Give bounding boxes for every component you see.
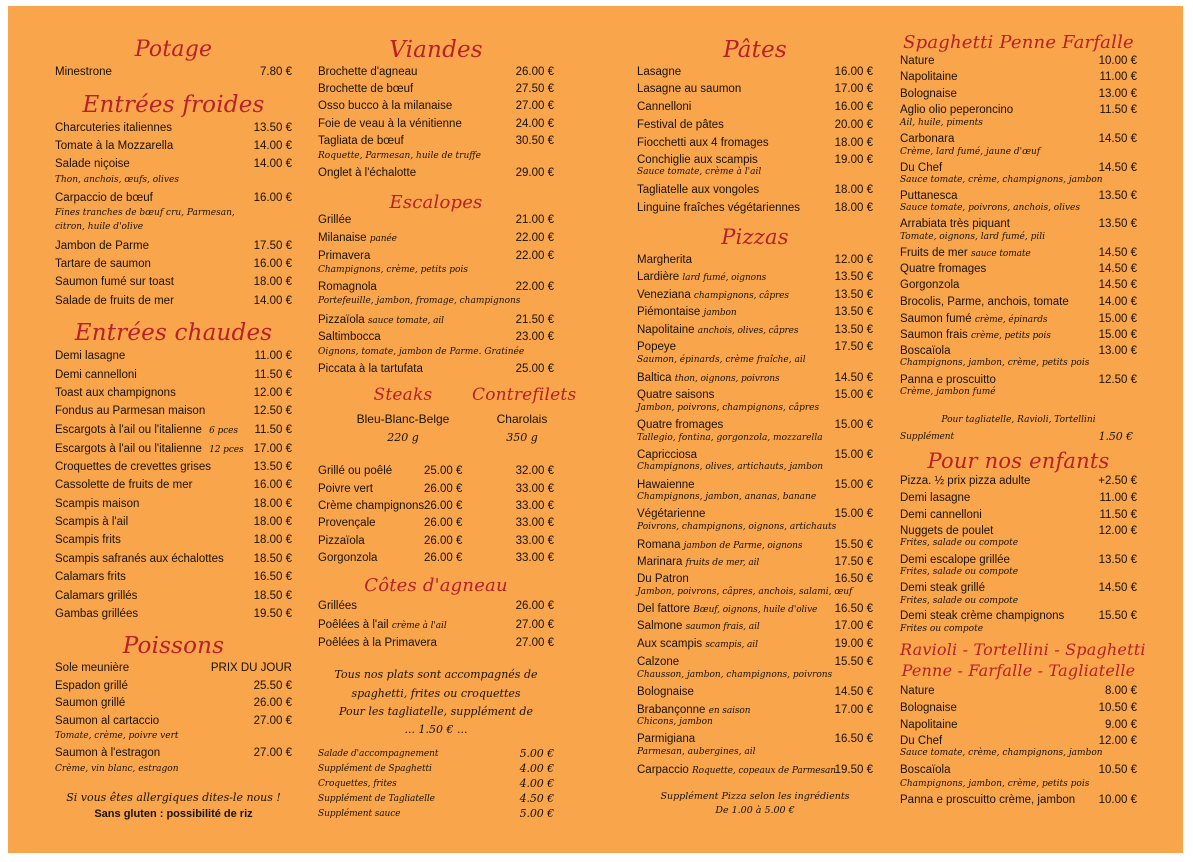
- item-description: Oignons, tomate, jambon de Parme. Gratinée: [318, 347, 525, 357]
- item-description: Jambon, poivrons, champignons, câpres: [637, 403, 820, 413]
- item-description: Thon, anchois, œufs, olives: [55, 175, 179, 185]
- pizza-supplement-note: Supplément Pizza selon les ingrédients: [660, 791, 850, 802]
- item-description: Frites, salade ou compote: [900, 567, 1019, 577]
- item-description: Champignons, jambon, ananas, banane: [637, 492, 817, 502]
- menu-column-1: Potage Minestrone 7.80 € Entrées froides Charcuteries italiennes 13.50 € Tomate à la Mozzarella 14.00 € Salade niçoise 14.00 € Thon, anchois, œufs, olives Carpaccio de bœuf 16.00 € Fines tranches de bœuf cru, Parmesan, citron, huile d'olive Jambon de Parme 17.50 € Tartare de saumon 16.00 € Saumon fumé sur toast 18.00 € Salade de fruits de mer 14.00 € Entrées chaudes Demi lasagne 11.00 € Demi cannelloni 11.50 € Toast aux champignons 12.00 € Fondus au Parmesan maison 12.50 € Escargots à l'ail ou l'italienne 6 pces 11.50 € Escargots à l'ail ou l'italienne 12 pces 17.00 € Croquettes de crevettes grises 13.50 € Cassolette de fruits de mer 16.00 € Scampis maison 18.00 € Scampis à l'ail 18.00 € Scampis frits 18.00 € Scampis safranés aux échalottes 18.50 € Calamars frits 16.50 € Calamars grillés 18.50 € Gambas grillées 19.50 € Poissons Sole meunière PRIX DU JOUR Espadon grillé 25.50 € Saumon grillé 26.00 € Saumon al cartaccio 27.00 € Tomate, crème, poivre vert Saumon à l'estragon 27.00 € Crème, vin blanc, estragon Si vous êtes allergiques dites-le nous ! Sans gluten : possibilité de riz: [55, 37, 292, 820]
- item-description: Chicons, jambon: [637, 717, 713, 727]
- section-title-enfants: Pour nos enfants: [927, 449, 1110, 473]
- item-description: Portefeuille, jambon, fromage, champignons: [318, 296, 521, 306]
- section-title-poissons: Poissons: [122, 633, 225, 659]
- item-description: citron, huile d'olive: [55, 222, 144, 232]
- contrefilet-weight: 350 g: [506, 431, 538, 444]
- pizza-supplement-range: De 1.00 à 5.00 €: [715, 805, 795, 816]
- accompaniment-note-3: Pour les tagliatelle, supplément de: [338, 705, 533, 718]
- item-description: Poivrons, champignons, oignons, artichauts: [637, 522, 837, 532]
- item-description: Tomate, crème, poivre vert: [55, 731, 179, 741]
- item-description: Frites, salade ou compote: [900, 538, 1019, 548]
- steak-origin: Bleu-Blanc-Belge: [356, 412, 450, 426]
- section-title-potage: Potage: [134, 37, 213, 62]
- menu-column-4: Spaghetti Penne Farfalle Nature 10.00 € Napolitaine 11.00 € Bolognaise 13.00 € Aglio olio peperoncino 11.50 € Ail, huile, piments Carbonara 14.50 € Crème, lard fumé, jaune d'œuf Du Chef 14.50 € Sauce tomate, crème, champignons, jambon Puttanesca 13.50 € Sauce tomate, poivrons, anchois, olives Arrabiata très piquant 13.50 € Tomate, oignons, lard fumé, pili Fruits de mer sauce tomate 14.50 € Quatre fromages 14.50 € Gorgonzola 14.50 € Brocolis, Parme, anchois, tomate 14.00 € Saumon fumé crème, épinards 15.00 € Saumon frais crème, petits pois 15.00 € Boscaïola 13.00 € Champignons, jambon, crème, petits pois Panna e proscuitto 12.50 € Crème, jambon fumé Pour tagliatelle, Ravioli, Tortellini Supplément 1.50 € Pour nos enfants Pizza. ½ prix pizza adulte +2.50 € Demi lasagne 11.00 € Demi cannelloni 11.50 € Nuggets de poulet 12.00 € Frites, salade ou compote Demi escalope grillée 13.50 € Frites, salade ou compote Demi steak grillé 14.50 € Frites, salade ou compote Demi steak crème champignons 15.50 € Frites ou compote Ravioli - Tortellini - Spaghetti Penne - Farfalle - Tagliatelle Nature 8.00 € Bolognaise 10.50 € Napolitaine 9.00 € Du Chef 12.00 € Sauce tomate, crème, champignons, jambon Boscaïola 10.50 € Champignons, jambon, crème, petits pois Panna e proscuitto crème, jambon 10.00 €: [900, 32, 1146, 806]
- menu-column-2: Viandes Brochette d'agneau 26.00 € Brochette de bœuf 27.50 € Osso bucco à la milanaise 27.00 € Foie de veau à la vénitienne 24.00 € Tagliata de bœuf 30.50 € Roquette, Parmesan, huile de truffe Onglet à l'échalotte 29.00 € Escalopes Grillée 21.00 € Milanaise panée 22.00 € Primavera 22.00 € Champignons, crème, petits pois Romagnola 22.00 € Portefeuille, jambon, fromage, champignons Pizzaïola sauce tomate, ail 21.50 € Saltimbocca 23.00 € Oignons, tomate, jambon de Parme. Gratinée Piccata à la tartufata 25.00 € Steaks Contrefilets Bleu-Blanc-Belge Charolais 220 g 350 g Grillé ou poêlé 25.00 € 32.00 € Poivre vert 26.00 € 33.00 € Crème champignons 26.00 € 33.00 € Provençale 26.00 € 33.00 € Pizzaïola 26.00 € 33.00 € Gorgonzola 26.00 € 33.00 € Côtes d'agneau Grillées 26.00 € Poêlées à l'ail crème à l'ail 27.00 € Poêlées à la Primavera 27.00 € Tous nos plats sont accompagnés de spaghetti, frites ou croquettes Pour les tagliatelle, supplément de ... 1.50 € ... Salade d'accompagnement 5.00 € Supplément de Spaghetti 4.00 € Croquettes, frites 4.00 € Supplément de Tagliatelle 4.50 € Supplément sauce 5.00 €: [318, 37, 577, 820]
- item-description: Fines tranches de bœuf cru, Parmesan,: [55, 208, 235, 218]
- section-title-contrefilets: Contrefilets: [472, 385, 577, 405]
- section-title-spaghetti: Spaghetti Penne Farfalle: [903, 32, 1134, 53]
- section-title-viandes: Viandes: [389, 37, 483, 63]
- item-description: Tomate, oignons, lard fumé, pili: [900, 232, 1045, 242]
- section-title-pizzas: Pizzas: [721, 225, 789, 249]
- accompaniment-note-2: spaghetti, frites ou croquettes: [351, 687, 521, 700]
- item-description: Chausson, jambon, champignons, poivrons: [637, 670, 833, 680]
- section-title-escalopes: Escalopes: [389, 192, 483, 213]
- item-description: Saumon, épinards, crème fraîche, ail: [637, 355, 806, 365]
- item-description: Champignons, olives, artichauts, jambon: [637, 462, 824, 472]
- section-title-ravioli-2: Penne - Farfalle - Tagliatelle: [901, 661, 1136, 680]
- contrefilet-origin: Charolais: [496, 412, 548, 426]
- steak-weight: 220 g: [387, 431, 419, 444]
- item-description: Frites ou compote: [900, 624, 984, 634]
- item-description: Frites, salade ou compote: [900, 596, 1019, 606]
- accompaniment-note-4: ... 1.50 € ...: [404, 723, 468, 736]
- section-title-pates: Pâtes: [723, 37, 787, 63]
- section-title-cotes-agneau: Côtes d'agneau: [364, 575, 508, 596]
- item-description: Sauce tomate, crème, champignons, jambon: [900, 175, 1103, 185]
- section-title-ravioli-1: Ravioli - Tortellini - Spaghetti: [900, 640, 1146, 659]
- item-description: Crème, jambon fumé: [900, 387, 996, 397]
- item-description: Champignons, jambon, crème, petits pois: [900, 358, 1090, 368]
- tagliatelle-note: Pour tagliatelle, Ravioli, Tortellini: [941, 415, 1096, 425]
- item-description: Ail, huile, piments: [900, 118, 983, 128]
- item-description: Champignons, jambon, crème, petits pois: [900, 779, 1090, 789]
- section-title-entrees-chaudes: Entrées chaudes: [74, 320, 273, 346]
- menu-page: [8, 6, 1183, 853]
- item-description: Roquette, Parmesan, huile de truffe: [318, 151, 481, 161]
- accompaniment-note-1: Tous nos plats sont accompagnés de: [334, 668, 538, 681]
- gluten-notice: Sans gluten : possibilité de riz: [94, 808, 253, 820]
- item-description: Champignons, crème, petits pois: [318, 265, 468, 275]
- section-title-steaks: Steaks: [373, 385, 433, 405]
- item-description: Crème, lard fumé, jaune d'œuf: [900, 147, 1041, 157]
- item-description: Sauce tomate, crème à l'ail: [637, 167, 762, 177]
- item-description: Sauce tomate, crème, champignons, jambon: [900, 748, 1103, 758]
- menu-column-3: Pâtes Lasagne 16.00 € Lasagne au saumon 17.00 € Cannelloni 16.00 € Festival de pâtes 20.00 € Fiocchetti aux 4 fromages 18.00 € Conchiglie aux scampis 19.00 € Sauce tomate, crème à l'ail Tagliatelle aux vongoles 18.00 € Linguine fraîches végétariennes 18.00 € Pizzas Margherita 12.00 € Lardière lard fumé, oignons 13.50 € Veneziana champignons, câpres 13.50 € Piémontaise jambon 13.50 € Napolitaine anchois, olives, câpres 13.50 € Popeye 17.50 € Saumon, épinards, crème fraîche, ail Baltica thon, oignons, poivrons 14.50 € Quatre saisons 15.00 € Jambon, poivrons, champignons, câpres Quatre fromages 15.00 € Tallegio, fontina, gorgonzola, mozzarella Capricciosa 15.00 € Champignons, olives, artichauts, jambon Hawaienne 15.00 € Champignons, jambon, ananas, banane Végétarienne 15.00 € Poivrons, champignons, oignons, artichauts Romana jambon de Parme, oignons 15.50 € Marinara fruits de mer, ail 17.50 € Du Patron 16.50 € Jambon, poivrons, câpres, anchois, salami, œuf Del fattore Bœuf, oignons, huile d'olive 16.50 € Salmone saumon frais, ail 17.00 € Aux scampis scampis, ail 19.00 € Calzone 15.50 € Chausson, jambon, champignons, poivrons Bolognaise 14.50 € Brabançonne en saison 17.00 € Chicons, jambon Parmigiana 16.50 € Parmesan, aubergines, ail Carpaccio Roquette, copeaux de Parmesan 19.50 € Supplément Pizza selon les ingrédients De 1.00 à 5.00 €: [637, 37, 873, 816]
- item-description: Parmesan, aubergines, ail: [637, 747, 756, 757]
- item-description: Tallegio, fontina, gorgonzola, mozzarella: [637, 433, 823, 443]
- item-description: Sauce tomate, poivrons, anchois, olives: [900, 203, 1080, 213]
- allergy-notice: Si vous êtes allergiques dites-le nous !: [66, 791, 281, 804]
- item-description: Jambon, poivrons, câpres, anchois, salami, œuf: [637, 587, 853, 597]
- item-description: Crème, vin blanc, estragon: [55, 764, 179, 774]
- section-title-entrees-froides: Entrées froides: [82, 92, 265, 118]
